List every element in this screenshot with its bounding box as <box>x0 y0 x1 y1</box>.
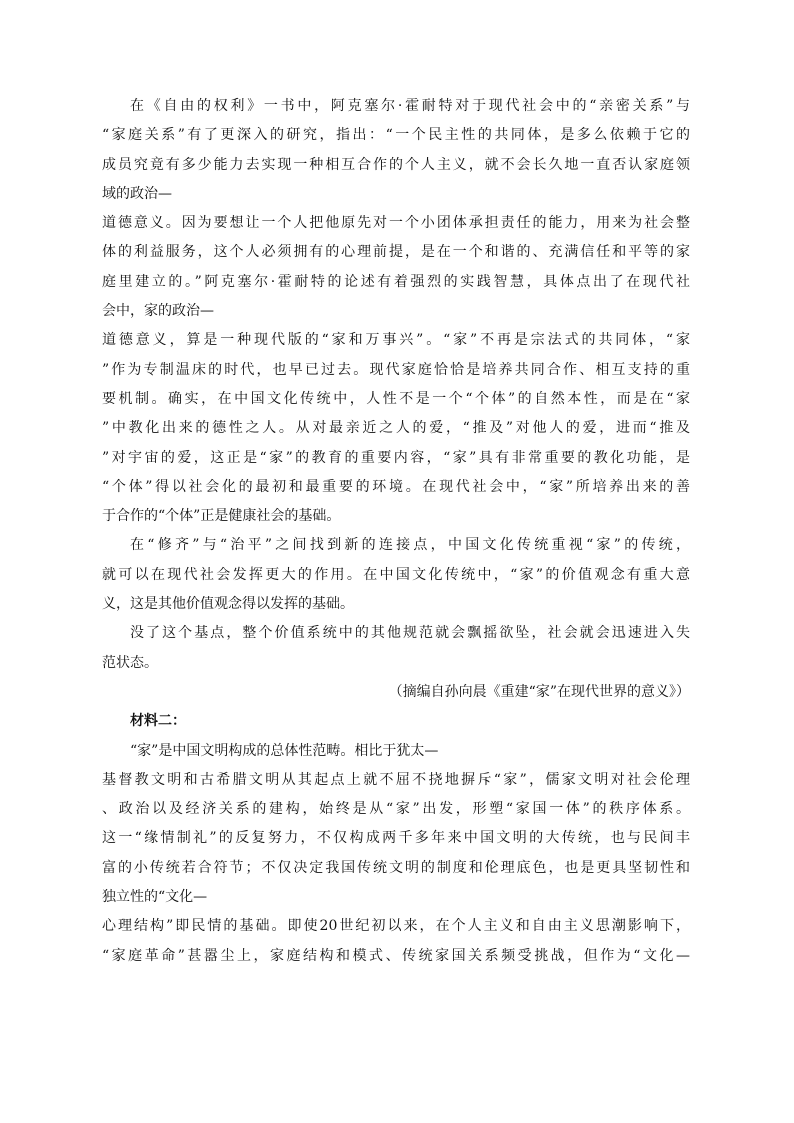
text-line: 在《自由的权利》一书中，阿克塞尔·霍耐特对于现代社会中的“亲密关系”与 <box>130 98 690 114</box>
text-line: 基督教文明和古希腊文明从其起点上就不屈不挠地摒斥“家”，儒家文明对社会伦理 <box>102 771 690 788</box>
text-line: 义，这是其他价值观念得以发挥的基础。 <box>102 596 354 613</box>
document-page <box>102 92 690 971</box>
text-line: 独立性的“文化— <box>102 889 208 906</box>
text-line: 就可以在现代社会发挥更大的作用。在中国文化传统中，“家”的价值观念有重大意 <box>102 566 690 583</box>
text-line: 这一“缘情制礼”的反复努力，不仅构成两千多年来中国文明的大传统，也与民间丰 <box>102 830 690 847</box>
text-line: 心理结构”即民情的基础。即使20世纪初以来，在个人主义和自由主义思潮影响下， <box>102 918 690 935</box>
text-line: 域的政治— <box>102 185 172 202</box>
text-line: 成员究竟有多少能力去实现一种相互合作的个人主义，就不会长久地一直否认家庭领 <box>102 156 690 173</box>
text-line: “家庭关系”有了更深入的研究，指出：“一个民主性的共同体，是多么依赖于它的 <box>102 127 690 144</box>
text-line: “家庭革命”甚嚣尘上，家庭结构和模式、传统家国关系频受挑战，但作为“文化— <box>102 947 690 964</box>
text-line: 体的利益服务，这个人必须拥有的心理前提，是在一个和谐的、充满信任和平等的家 <box>102 244 690 261</box>
text-line: 范状态。 <box>102 654 158 671</box>
text-line: 道德意义，算是一种现代版的“家和万事兴”。“家”不再是宗法式的共同体，“家 <box>102 332 690 349</box>
text-line: 庭里建立的。”阿克塞尔·霍耐特的论述有着强烈的实践智慧，具体点出了在现代社 <box>102 273 690 290</box>
text-line: 、政治以及经济关系的建构，始终是从“家”出发，形塑“家国一体”的秩序体系。 <box>102 801 690 818</box>
text-line: ”作为专制温床的时代，也早已过去。现代家庭恰恰是培养共同合作、相互支持的重 <box>102 361 690 378</box>
text-line: “个体”得以社会化的最初和最重要的环境。在现代社会中，“家”所培养出来的善 <box>102 478 690 495</box>
text-line: 道德意义。因为要想让一个人把他原先对一个小团体承担责任的能力，用来为社会整 <box>102 215 690 232</box>
text-line: 会中，家的政治— <box>102 303 214 320</box>
text-line: 在“修齐”与“治平”之间找到新的连接点，中国文化传统重视“家”的传统， <box>130 537 690 554</box>
text-line: ”中教化出来的德性之人。从对最亲近之人的爱，“推及”对他人的爱，进而“推及 <box>102 420 690 437</box>
text-line: 于合作的“个体”正是健康社会的基础。 <box>102 508 341 525</box>
source-citation: （摘编自孙向晨《重建“家”在现代世界的意义》） <box>388 683 690 700</box>
section-heading: 材料二： <box>130 713 186 730</box>
text-line: 富的小传统若合符节；不仅决定我国传统文明的制度和伦理底色，也是更具坚韧性和 <box>102 859 690 876</box>
text-line: “家”是中国文明构成的总体性范畴。相比于犹太— <box>130 742 439 759</box>
text-line: 要机制。确实，在中国文化传统中，人性不是一个“个体”的自然本性，而是在“家 <box>102 390 690 407</box>
text-line: 没了这个基点，整个价值系统中的其他规范就会飘摇欲坠，社会就会迅速进入失 <box>130 625 690 642</box>
text-line: ”对宇宙的爱，这正是“家”的教育的重要内容，“家”具有非常重要的教化功能，是 <box>102 449 690 466</box>
